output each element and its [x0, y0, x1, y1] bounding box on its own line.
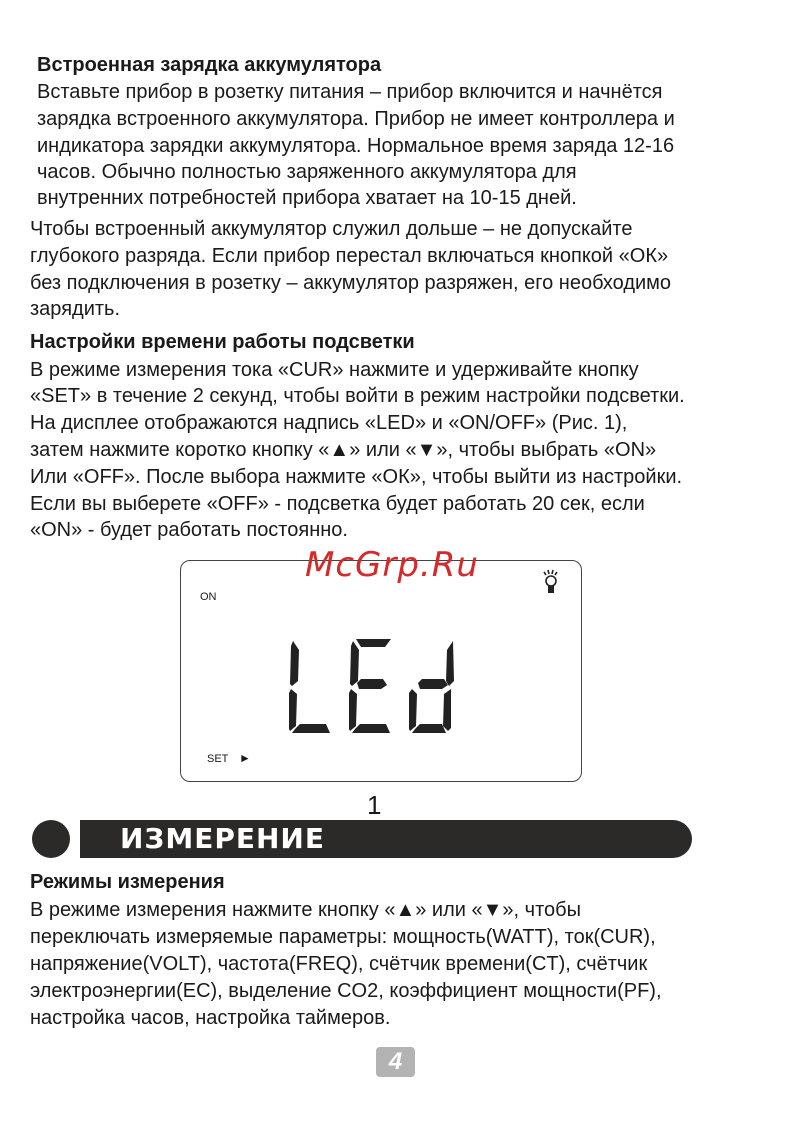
paragraph-line: зарядить.: [30, 298, 120, 320]
paragraph-line: Вставьте прибор в розетку питания – прибор включится и начнётся: [37, 81, 663, 103]
paragraph-line: Если вы выберете «OFF» - подсветка будет работать 20 сек, если: [30, 493, 645, 515]
bulb-icon: [541, 569, 561, 597]
page-number: 4: [376, 1047, 415, 1077]
set-indicator: SET: [207, 753, 229, 765]
on-indicator: ON: [200, 591, 217, 603]
paragraph-line: электроэнергии(EC), выделение CO2, коэффициент мощности(PF),: [30, 980, 662, 1002]
arrow-right-icon: ►: [239, 751, 251, 765]
paragraph-line: На дисплее отображаются надпись «LED» и «ON/OFF» (Рис. 1),: [30, 412, 628, 434]
heading-battery: Встроенная зарядка аккумулятора: [37, 54, 382, 76]
paragraph-line: внутренних потребностей прибора хватает на 10-15 дней.: [37, 187, 577, 209]
lcd-figure: [180, 560, 582, 782]
heading-backlight: Настройки времени работы подсветки: [30, 331, 415, 353]
paragraph-line: зарядка встроенного аккумулятора. Прибор не имеет контроллера и: [37, 108, 675, 130]
section-title: ИЗМЕРЕНИЕ: [120, 822, 325, 855]
paragraph-line: без подключения в розетку – аккумулятор разряжен, его необходимо: [30, 272, 672, 294]
lcd-digits-led: [281, 636, 481, 741]
paragraph-line: Чтобы встроенный аккумулятор служил дольше – не допускайте: [30, 218, 633, 240]
figure-caption: 1: [367, 790, 382, 820]
paragraph-line: «ON» - будет работать постоянно.: [30, 519, 348, 541]
paragraph-line: «SET» в течение 2 секунд, чтобы войти в режим настройки подсветки.: [30, 385, 685, 407]
paragraph-line: напряжение(VOLT), частота(FREQ), счётчик времени(CT), счётчик: [30, 953, 648, 975]
paragraph-line: переключать измеряемые параметры: мощность(WATT), ток(CUR),: [30, 926, 656, 948]
paragraph-line: В режиме измерения тока «CUR» нажмите и удерживайте кнопку: [30, 359, 639, 381]
paragraph-line: настройка часов, настройка таймеров.: [30, 1007, 391, 1029]
heading-modes: Режимы измерения: [30, 871, 225, 893]
paragraph-line: индикатора зарядки аккумулятора. Нормальное время заряда 12-16: [37, 135, 675, 157]
paragraph-line: В режиме измерения нажмите кнопку «▲» или «▼», чтобы: [30, 899, 581, 921]
paragraph-line: затем нажмите коротко кнопку «▲» или «▼», чтобы выбрать «ON»: [30, 439, 657, 461]
watermark: McGrp.Ru: [305, 545, 479, 585]
paragraph-line: Или «OFF». После выбора нажмите «ОК», чтобы выйти из настройки.: [30, 466, 683, 488]
paragraph-line: глубокого разряда. Если прибор перестал включаться кнопкой «ОК»: [30, 245, 669, 267]
section-bullet-circle: [32, 820, 70, 858]
paragraph-line: часов. Обычно полностью заряженного аккумулятора для: [37, 161, 577, 183]
